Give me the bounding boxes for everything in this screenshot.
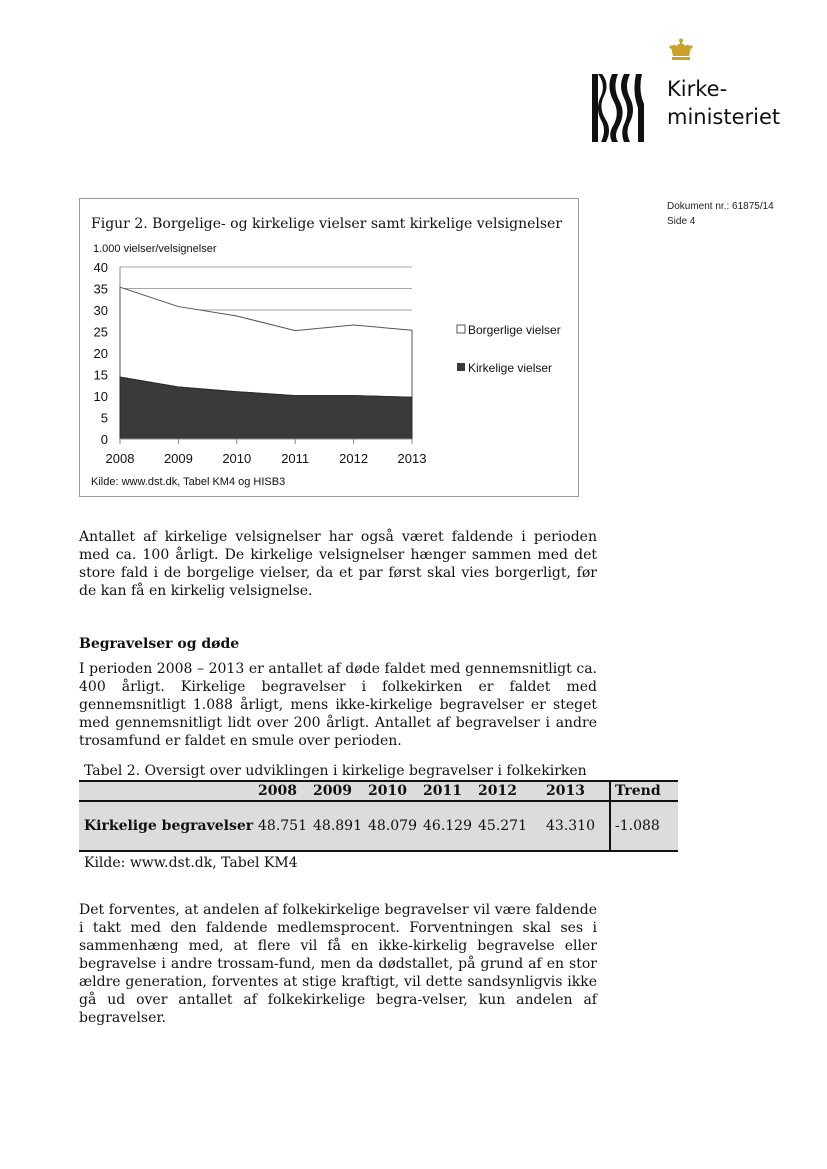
y-tick-label: 30 <box>93 303 108 318</box>
y-axis-label: 1.000 vielser/velsignelser <box>93 243 217 255</box>
y-tick-label: 20 <box>93 346 108 361</box>
data-table <box>79 780 678 852</box>
paragraph-begravelser: I perioden 2008 – 2013 er antallet af døde faldet med gennemsnitligt ca. 400 årligt. Kirkelige begravelser i folkekirken er faldet med gennemsnitligt 1.088 årligt, mens ikke-kirkelige begravelser er steget med gennemsnitligt lidt over 200 årligt. Antallet af begravelser i andre trosamfund er faldet en smule over perioden. <box>79 661 597 749</box>
ministry-logo <box>590 38 790 148</box>
table-cell-2009: 48.891 <box>313 818 362 834</box>
y-tick-label: 5 <box>100 410 108 426</box>
x-tick-label: 2011 <box>281 451 310 466</box>
figure-source: Kilde: www.dst.dk, Tabel KM4 og HISB3 <box>91 476 286 488</box>
x-tick-label: 2008 <box>105 451 135 466</box>
y-tick-label: 40 <box>93 260 108 275</box>
paragraph-forventning: Det forventes, at andelen af folkekirkelige begravelser vil være faldende i takt med den faldende medlemsprocent. Forventningen skal ses i sammenhæng med, at flere vil få en ikke-kirkelig begravelse eller begravelse i andre trossam-fund, men da dødstallet, på grund af en stor ældre generation, forventes at stige kraftigt, vil dette sandsynligvis ikke gå ud over antallet af folkekirkelige begra-velser, kun andelen af begravelser. <box>79 902 597 1026</box>
y-tick-label: 25 <box>93 324 108 340</box>
legend-swatch-kirkelige <box>457 363 465 371</box>
ministry-name-line1: Kirke- <box>667 77 728 101</box>
x-tick-label: 2010 <box>222 451 252 466</box>
section-heading: Begravelser og døde <box>79 636 240 652</box>
ministry-emblem-icon <box>590 74 646 142</box>
legend-swatch-borgerlige <box>457 325 465 333</box>
table-divider <box>609 780 611 852</box>
table-row <box>79 802 678 852</box>
ministry-name-line2: ministeriet <box>667 105 781 129</box>
table-header-row <box>79 780 678 802</box>
x-tick-label: 2009 <box>163 451 193 466</box>
table-header-2010: 2010 <box>368 783 407 799</box>
crown-icon <box>668 38 694 62</box>
y-tick-label: 10 <box>93 389 108 404</box>
y-tick-label: 15 <box>93 367 108 383</box>
table-cell-2012: 45.271 <box>478 818 527 834</box>
legend-label-borgerlige: Borgerlige vielser <box>468 323 561 337</box>
area-borgerlige-vielser <box>120 287 412 397</box>
y-tick-label: 0 <box>100 432 108 447</box>
page-number: Side 4 <box>667 216 696 227</box>
x-tick-label: 2013 <box>397 451 427 466</box>
table-source: Kilde: www.dst.dk, Tabel KM4 <box>84 855 298 871</box>
table-cell-trend: -1.088 <box>615 818 660 834</box>
table-header-2009: 2009 <box>313 783 352 799</box>
table-header-2011: 2011 <box>423 783 462 799</box>
table-header-2012: 2012 <box>478 783 517 799</box>
table-header-2013: 2013 <box>546 783 585 799</box>
table-cell-2008: 48.751 <box>258 818 307 834</box>
table-cell-2013: 43.310 <box>546 818 595 834</box>
figure-title: Figur 2. Borgelige- og kirkelige vielser samt kirkelige velsignelser <box>91 216 563 232</box>
table-header-2008: 2008 <box>258 783 297 799</box>
ministry-name <box>667 75 780 131</box>
table-header-trend: Trend <box>615 783 661 799</box>
document-meta <box>667 199 774 229</box>
table-cell-2011: 46.129 <box>423 818 472 834</box>
legend-label-kirkelige: Kirkelige vielser <box>468 361 553 375</box>
area-chart <box>80 199 580 498</box>
figure-box <box>79 198 579 497</box>
table-caption: Tabel 2. Oversigt over udviklingen i kirkelige begravelser i folkekirken <box>84 763 587 779</box>
table-cell-2010: 48.079 <box>368 818 417 834</box>
table-row-label: Kirkelige begravelser <box>84 818 254 834</box>
document-number: Dokument nr.: 61875/14 <box>667 201 774 212</box>
x-tick-label: 2012 <box>339 451 369 466</box>
y-tick-label: 35 <box>93 281 108 297</box>
paragraph-velsignelser: Antallet af kirkelige velsignelser har også været faldende i perioden med ca. 100 årligt. De kirkelige velsignelser hænger sammen med det store fald i de borgelige vielser, da et par først skal vies borgerligt, før de kan få en kirkelig velsignelse. <box>79 529 597 599</box>
